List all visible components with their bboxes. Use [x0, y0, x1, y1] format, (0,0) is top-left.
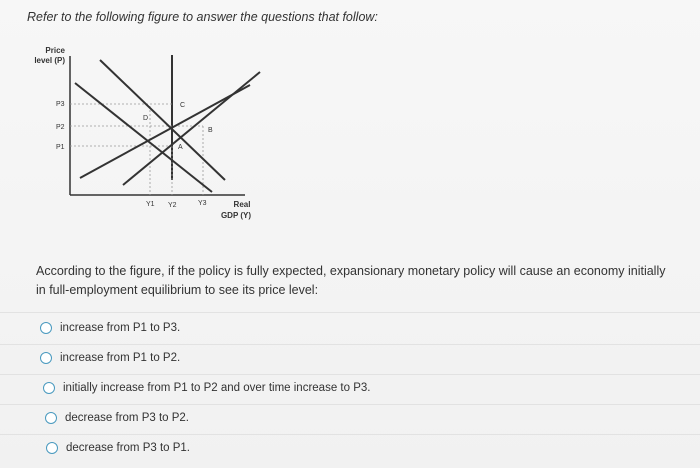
- choice-4[interactable]: [45, 412, 189, 424]
- point-label-a: A: [178, 144, 183, 151]
- radio-icon[interactable]: [45, 412, 57, 424]
- choice-label: increase from P1 to P2.: [60, 352, 181, 364]
- choice-label: increase from P1 to P3.: [60, 322, 181, 334]
- choice-3[interactable]: [43, 382, 370, 394]
- divider: [0, 312, 700, 313]
- choice-label: decrease from P3 to P1.: [66, 442, 191, 454]
- as-curve-2: [123, 72, 260, 185]
- divider: [0, 434, 700, 435]
- point-label-d: D: [143, 115, 149, 122]
- choice-2[interactable]: [40, 352, 180, 364]
- y-axis-label-line2: level (P): [34, 56, 65, 65]
- choice-1[interactable]: [40, 322, 180, 334]
- choice-label: initially increase from P1 to P2 and over time increase to P3.: [63, 382, 371, 394]
- y-axis-label-line1: Price: [45, 46, 65, 55]
- x-axis-label-line2: GDP (Y): [220, 211, 252, 220]
- point-label-c: C: [180, 102, 186, 109]
- output-tick-y3: Y3: [198, 200, 207, 207]
- radio-icon[interactable]: [46, 442, 58, 454]
- radio-icon[interactable]: [40, 322, 52, 334]
- ad-curve-2: [75, 83, 212, 192]
- divider: [0, 374, 700, 375]
- price-tick-p2: P2: [56, 124, 65, 131]
- ad-curve-1: [100, 60, 225, 180]
- radio-icon[interactable]: [43, 382, 55, 394]
- as-curve-1: [80, 85, 250, 178]
- output-tick-y2: Y2: [168, 202, 177, 209]
- intro-text: Refer to the following figure to answer the questions that follow:: [27, 10, 378, 24]
- question-text: According to the figure, if the policy is fully expected, expansionary monetary policy will cause an economy initially in full-employment equilibrium to see its price level:: [36, 264, 666, 297]
- price-tick-p1: P1: [56, 144, 65, 151]
- output-tick-y1: Y1: [146, 201, 155, 208]
- choice-5[interactable]: [46, 442, 190, 454]
- choice-label: decrease from P3 to P2.: [65, 412, 190, 424]
- point-label-b: B: [208, 127, 213, 134]
- price-tick-p3: P3: [56, 101, 65, 108]
- divider: [0, 404, 700, 405]
- radio-icon[interactable]: [40, 352, 52, 364]
- divider: [0, 344, 700, 345]
- x-axis-label-line1: Real: [233, 200, 251, 209]
